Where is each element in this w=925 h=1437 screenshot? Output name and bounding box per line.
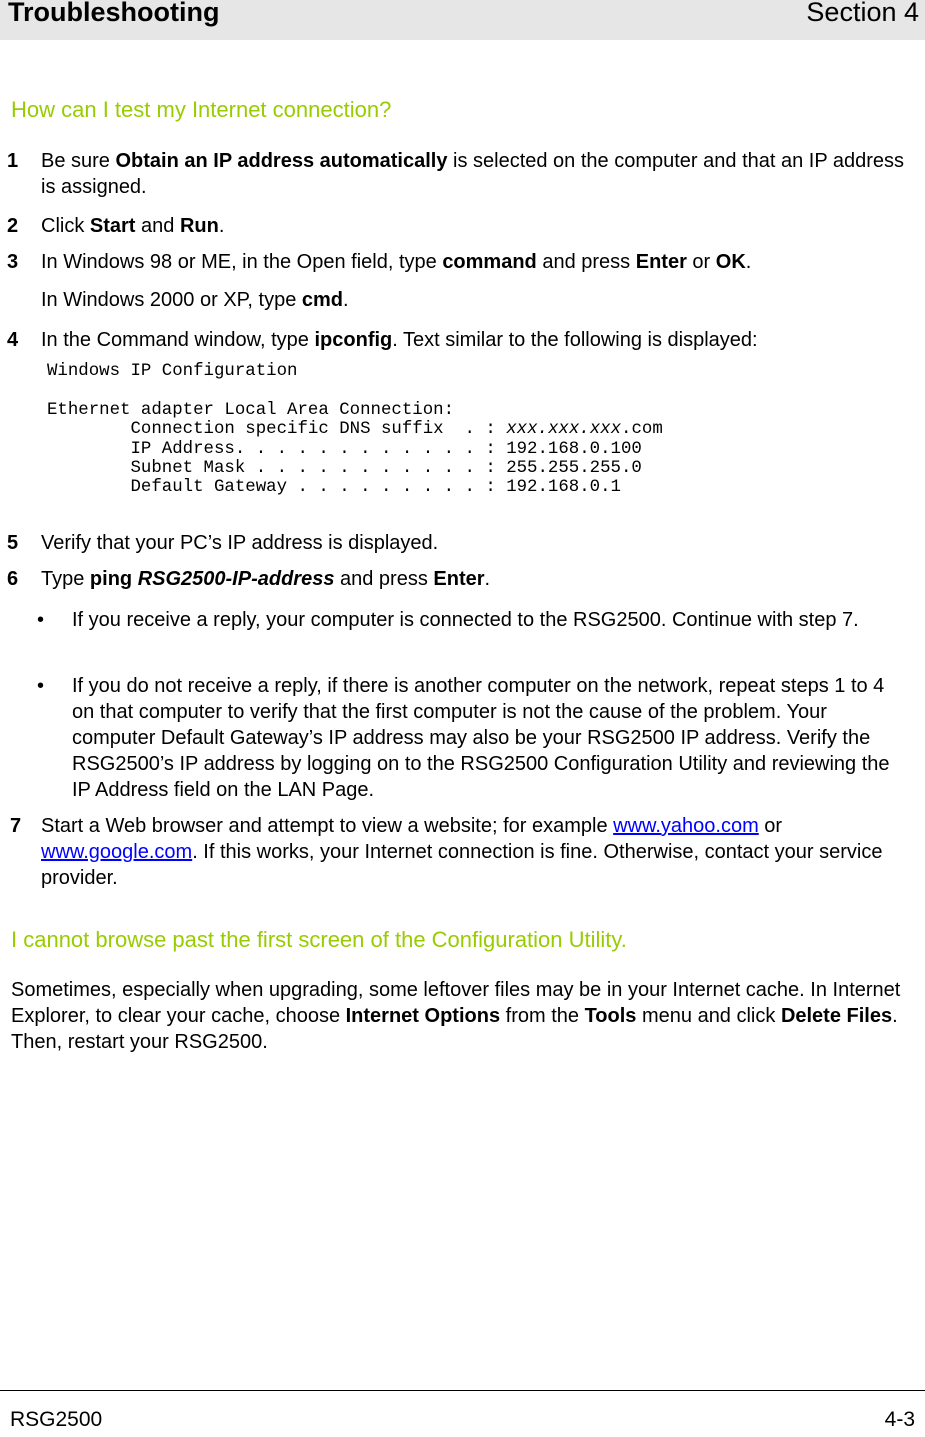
step-1-text: Be sure Obtain an IP address automatically is selected on the computer and that an IP address is assigned. <box>41 150 905 198</box>
google-link[interactable]: www.google.com <box>41 841 193 863</box>
step-number-3: 3 <box>7 251 19 273</box>
bullet-icon: • <box>37 609 45 631</box>
footer-page-number: 4-3 <box>884 1408 915 1431</box>
header-chapter-title: Troubleshooting <box>8 0 220 27</box>
section-heading-test-connection: How can I test my Internet connection? <box>11 97 392 122</box>
code-line-dns-suffix: Connection specific DNS suffix . : xxx.xxx.xxx.com <box>47 420 663 440</box>
bullet-no-reply: If you do not receive a reply, if there is another computer on the network, repeat steps 1 to 4 on that computer to verify that the first computer is not the cause of the problem. Your computer Default Gateway’s IP address may also be your RSG2500 IP address. Verify the RSG2500’s IP address by logging on to the RSG2500 Configuration Utility and reviewing the IP Address field on the LAN Page. <box>72 675 890 801</box>
step-number-2: 2 <box>7 215 19 237</box>
step-3-alt-text: In Windows 2000 or XP, type cmd. <box>41 289 349 311</box>
step-6-text: Type ping RSG2500-IP-address and press Enter. <box>41 568 491 590</box>
code-line-title: Windows IP Configuration <box>47 362 298 381</box>
step-2-text: Click Start and Run. <box>41 215 225 237</box>
step-5-text: Verify that your PC’s IP address is displayed. <box>41 532 439 554</box>
footer-divider <box>0 1390 925 1391</box>
header-section-label: Section 4 <box>806 0 919 27</box>
step-number-7: 7 <box>10 815 22 837</box>
footer-product-name: RSG2500 <box>10 1408 103 1431</box>
step-number-6: 6 <box>7 568 19 590</box>
step-number-1: 1 <box>7 150 19 172</box>
code-line-subnet: Subnet Mask . . . . . . . . . . . : 255.255.255.0 <box>47 459 642 479</box>
step-number-4: 4 <box>7 329 19 351</box>
ipconfig-output <box>47 362 663 498</box>
step-7-text: Start a Web browser and attempt to view a website; for example www.yahoo.com or www.google.com. If this works, your Internet connection is fine. Otherwise, contact your service provider. <box>41 815 883 889</box>
bullet-icon: • <box>37 675 45 697</box>
yahoo-link[interactable]: www.yahoo.com <box>613 815 759 837</box>
section-heading-browse-issue: I cannot browse past the first screen of the Configuration Utility. <box>11 927 627 952</box>
page-header <box>0 0 925 40</box>
step-3-text: In Windows 98 or ME, in the Open field, type command and press Enter or OK. <box>41 251 752 273</box>
code-line-ip: IP Address. . . . . . . . . . . . : 192.168.0.100 <box>47 439 642 459</box>
browse-issue-paragraph: Sometimes, especially when upgrading, some leftover files may be in your Internet cache. In Internet Explorer, to clear your cache, choose Internet Options from the Tools menu and click Delete Files. Then, restart your RSG2500. <box>11 979 901 1053</box>
code-line-gateway: Default Gateway . . . . . . . . . : 192.168.0.1 <box>47 478 621 498</box>
bullet-reply-received: If you receive a reply, your computer is connected to the RSG2500. Continue with step 7. <box>72 609 859 631</box>
code-line-adapter: Ethernet adapter Local Area Connection: <box>47 400 455 420</box>
step-number-5: 5 <box>7 532 19 554</box>
step-4-text: In the Command window, type ipconfig. Text similar to the following is displayed: <box>41 329 758 351</box>
